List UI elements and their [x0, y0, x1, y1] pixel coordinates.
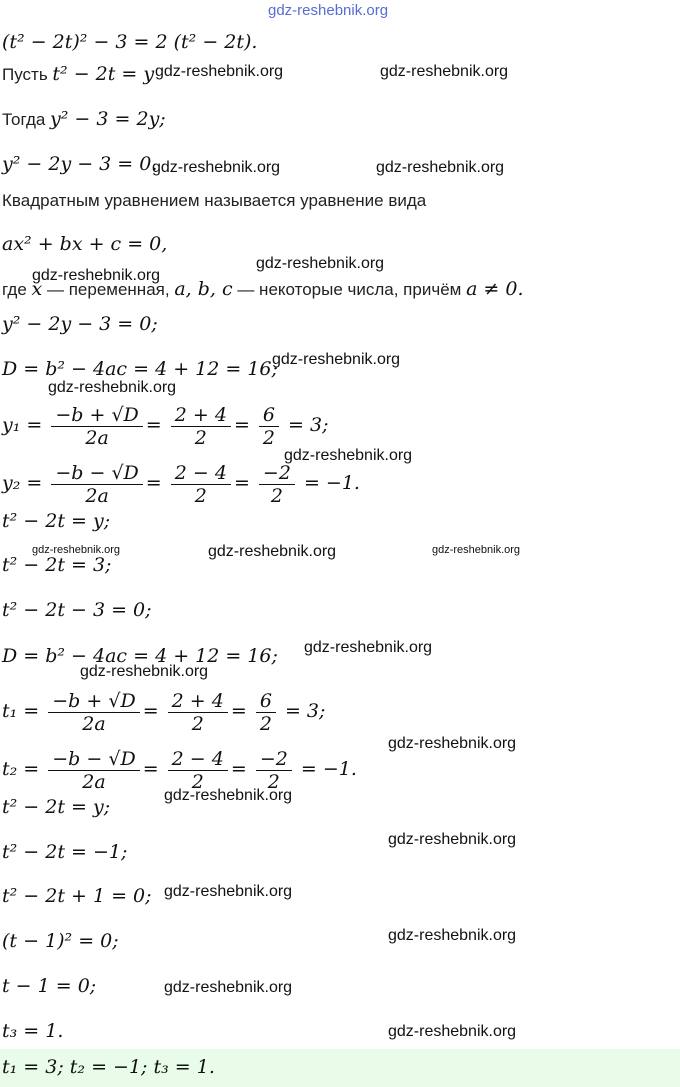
denominator: 2 [191, 770, 204, 793]
root-lhs: y₁ = [2, 414, 43, 436]
numerator: −b − √D [48, 748, 139, 771]
back-substitution-2: t² − 2t = y; [2, 796, 111, 818]
numerator: 2 − 4 [168, 748, 228, 771]
numerator: 6 [259, 404, 279, 427]
root-value: = 3; [284, 700, 326, 722]
then-math: y² − 3 = 2y; [50, 108, 166, 130]
root-y1: y₁ = $\frac{-b + √D}{2a}$ = $\frac{2 + 4}{2}$ = $\frac{6}{2}$ = 3; [2, 403, 329, 449]
watermark: gdz-reshebnik.org [284, 447, 413, 464]
root-value: = 3; [288, 414, 329, 436]
definition-part: где [2, 280, 32, 299]
denominator: 2 [194, 426, 207, 449]
definition-conditions [2, 277, 524, 302]
equation-t-minus1: t² − 2t = −1; [2, 841, 128, 863]
linear-equation: t − 1 = 0; [2, 975, 97, 997]
denominator: 2a [82, 712, 106, 735]
denominator: 2 [270, 484, 283, 507]
root-lhs: t₁ = [2, 700, 40, 722]
fraction [168, 748, 228, 793]
root-t3: t₃ = 1. [2, 1020, 64, 1042]
watermark: gdz-reshebnik.org [256, 255, 385, 272]
then-line [2, 107, 166, 132]
definition-condition: a ≠ 0. [466, 278, 524, 300]
watermark: gdz-reshebnik.org [388, 735, 517, 752]
numerator: −2 [259, 462, 295, 485]
watermark: gdz-reshebnik.org [388, 831, 517, 848]
watermark-top: gdz-reshebnik.org [268, 2, 389, 19]
substitution-line [2, 62, 154, 87]
watermark: gdz-reshebnik.org [388, 1023, 517, 1040]
definition-part: — некоторые числа, причём [232, 280, 467, 299]
watermark: gdz-reshebnik.org [304, 639, 433, 656]
denominator: 2 [262, 426, 275, 449]
watermark: gdz-reshebnik.org [164, 787, 293, 804]
fraction [51, 404, 142, 449]
discriminant-y: D = b² − 4ac = 4 + 12 = 16; [2, 358, 278, 380]
watermark: gdz-reshebnik.org [32, 544, 121, 556]
watermark: gdz-reshebnik.org [376, 159, 505, 176]
answer-text: t₁ = 3; t₂ = −1; t₃ = 1. [2, 1056, 215, 1078]
fraction [256, 748, 292, 793]
equation-t-3: t² − 2t = 3; [2, 554, 112, 576]
denominator: 2 [191, 712, 204, 735]
watermark: gdz-reshebnik.org [155, 63, 284, 80]
root-lhs: t₂ = [2, 758, 40, 780]
definition-var: x [31, 278, 43, 300]
watermark: gdz-reshebnik.org [80, 663, 209, 680]
denominator: 2 [267, 770, 280, 793]
fraction [256, 690, 276, 735]
back-substitution: t² − 2t = y; [2, 510, 111, 532]
root-y2: y₂ = $\frac{-b - √D}{2a}$ = $\frac{2 - 4}{2}$ = $\frac{-2}{2}$ = −1. [2, 461, 360, 507]
answer-box [0, 1049, 680, 1087]
root-lhs: y₂ = [2, 472, 43, 494]
definition-part: — переменная, [42, 280, 175, 299]
equation-t-quadratic: t² − 2t − 3 = 0; [2, 599, 152, 621]
discriminant-t: D = b² − 4ac = 4 + 12 = 16; [2, 645, 278, 667]
watermark: gdz-reshebnik.org [272, 351, 401, 368]
watermark: gdz-reshebnik.org [48, 379, 177, 396]
denominator: 2a [85, 484, 109, 507]
definition-coeffs: a, b, c [174, 278, 233, 300]
fraction [171, 462, 231, 507]
equation-y: y² − 2y − 3 = 0. [2, 153, 158, 175]
equation-original: (t² − 2t)² − 3 = 2 (t² − 2t). [2, 31, 258, 53]
fraction [168, 690, 228, 735]
then-label: Тогда [2, 110, 51, 129]
fraction [48, 690, 139, 735]
definition-text: Квадратным уравнением называется уравнение вида [2, 191, 427, 210]
denominator: 2a [82, 770, 106, 793]
root-value: = −1. [303, 472, 360, 494]
root-t2: t₂ = $\frac{-b - √D}{2a}$ = $\frac{2 - 4}{2}$ = $\frac{-2}{2}$ = −1. [2, 747, 357, 793]
denominator: 2 [194, 484, 207, 507]
numerator: 6 [256, 690, 276, 713]
equation-t-plus1: t² − 2t + 1 = 0; [2, 885, 152, 907]
denominator: 2a [85, 426, 109, 449]
substitution-label: Пусть [2, 65, 53, 84]
watermark: gdz-reshebnik.org [432, 544, 521, 556]
definition-formula: ax² + bx + c = 0, [2, 233, 168, 255]
watermark: gdz-reshebnik.org [32, 267, 161, 284]
numerator: 2 − 4 [171, 462, 231, 485]
watermark: gdz-reshebnik.org [380, 63, 509, 80]
watermark: gdz-reshebnik.org [164, 883, 293, 900]
fraction [171, 404, 231, 449]
fraction [259, 404, 279, 449]
perfect-square: (t − 1)² = 0; [2, 930, 119, 952]
equation-y-quadratic: y² − 2y − 3 = 0; [2, 313, 158, 335]
numerator: 2 + 4 [168, 690, 228, 713]
numerator: −b + √D [48, 690, 139, 713]
watermark: gdz-reshebnik.org [388, 927, 517, 944]
numerator: −2 [256, 748, 292, 771]
numerator: −b + √D [51, 404, 142, 427]
fraction [259, 462, 295, 507]
root-value: = −1. [300, 758, 357, 780]
fraction [48, 748, 139, 793]
watermark: gdz-reshebnik.org [208, 543, 337, 560]
watermark: gdz-reshebnik.org [152, 159, 281, 176]
root-t1: t₁ = $\frac{-b + √D}{2a}$ = $\frac{2 + 4}{2}$ = $\frac{6}{2}$ = 3; [2, 689, 326, 735]
denominator: 2 [259, 712, 272, 735]
numerator: 2 + 4 [171, 404, 231, 427]
substitution-math: t² − 2t = y [52, 63, 155, 85]
watermark: gdz-reshebnik.org [164, 979, 293, 996]
fraction [51, 462, 142, 507]
numerator: −b − √D [51, 462, 142, 485]
